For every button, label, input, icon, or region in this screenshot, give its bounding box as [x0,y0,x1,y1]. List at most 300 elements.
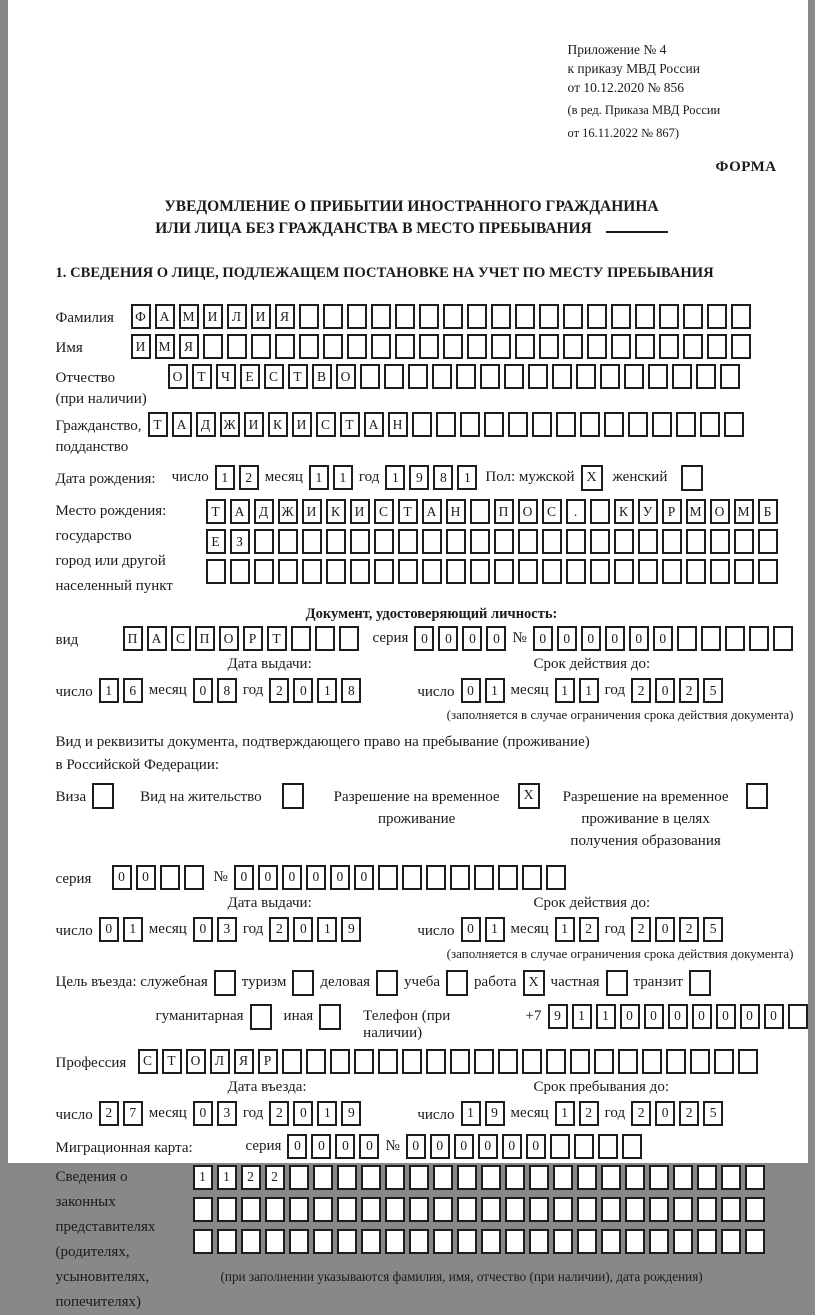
char-cell[interactable] [577,1229,597,1254]
char-cell[interactable] [577,1165,597,1190]
char-cell[interactable] [532,412,552,437]
char-cell[interactable]: 9 [485,1101,505,1126]
char-cell[interactable] [378,865,398,890]
char-cell[interactable] [635,304,655,329]
char-cell[interactable]: 2 [241,1165,261,1190]
char-cell[interactable] [433,1229,453,1254]
char-cell[interactable] [241,1229,261,1254]
char-cell[interactable] [566,559,586,584]
char-cell[interactable] [330,1049,350,1074]
char-cell[interactable] [384,364,404,389]
char-cell[interactable]: З [230,529,250,554]
checkbox-private[interactable] [606,970,628,996]
char-cell[interactable] [350,529,370,554]
char-cell[interactable] [193,1197,213,1222]
char-cell[interactable] [395,304,415,329]
title-blank-line[interactable] [606,219,668,233]
char-cell[interactable]: 0 [740,1004,760,1029]
char-cell[interactable] [649,1165,669,1190]
char-cell[interactable] [337,1229,357,1254]
char-cell[interactable]: 0 [454,1134,474,1159]
char-cell[interactable]: Т [162,1049,182,1074]
char-cell[interactable] [494,559,514,584]
char-cell[interactable] [601,1229,621,1254]
char-cell[interactable]: 1 [485,678,505,703]
char-cell[interactable] [625,1197,645,1222]
char-cell[interactable] [725,626,745,651]
char-cell[interactable]: Р [662,499,682,524]
char-cell[interactable] [745,1229,765,1254]
char-cell[interactable]: 1 [217,1165,237,1190]
char-cell[interactable] [481,1165,501,1190]
char-cell[interactable]: 0 [655,917,675,942]
char-cell[interactable] [374,559,394,584]
char-cell[interactable] [422,559,442,584]
char-cell[interactable] [542,559,562,584]
char-cell[interactable]: А [364,412,384,437]
char-cell[interactable] [470,559,490,584]
char-cell[interactable]: 2 [265,1165,285,1190]
char-cell[interactable]: 6 [123,678,143,703]
char-cell[interactable]: И [292,412,312,437]
char-cell[interactable]: 2 [631,678,651,703]
char-cell[interactable]: 0 [668,1004,688,1029]
char-cell[interactable] [505,1165,525,1190]
char-cell[interactable] [686,529,706,554]
char-cell[interactable] [193,1229,213,1254]
char-cell[interactable]: 3 [217,917,237,942]
char-cell[interactable] [624,364,644,389]
char-cell[interactable] [275,334,295,359]
char-cell[interactable] [398,559,418,584]
char-cell[interactable] [546,1049,566,1074]
char-cell[interactable] [515,334,535,359]
char-cell[interactable] [339,626,359,651]
char-cell[interactable] [600,364,620,389]
char-cell[interactable]: 0 [557,626,577,651]
char-cell[interactable] [673,1197,693,1222]
char-cell[interactable]: Я [179,334,199,359]
char-cell[interactable]: Т [192,364,212,389]
char-cell[interactable]: 0 [193,917,213,942]
char-cell[interactable] [625,1229,645,1254]
char-cell[interactable] [659,304,679,329]
char-cell[interactable] [672,364,692,389]
char-cell[interactable] [529,1229,549,1254]
char-cell[interactable] [291,626,311,651]
char-cell[interactable] [443,304,463,329]
checkbox-official[interactable] [214,970,236,996]
char-cell[interactable]: 2 [679,1101,699,1126]
char-cell[interactable]: 5 [703,917,723,942]
char-cell[interactable] [326,559,346,584]
char-cell[interactable]: И [244,412,264,437]
char-cell[interactable]: 1 [457,465,477,490]
checkbox-visa[interactable] [92,783,114,809]
char-cell[interactable] [686,559,706,584]
char-cell[interactable]: Т [340,412,360,437]
char-cell[interactable]: 0 [112,865,132,890]
char-cell[interactable] [594,1049,614,1074]
char-cell[interactable]: 8 [433,465,453,490]
char-cell[interactable] [354,1049,374,1074]
char-cell[interactable] [570,1049,590,1074]
char-cell[interactable] [666,1049,686,1074]
char-cell[interactable]: 2 [631,917,651,942]
char-cell[interactable]: М [734,499,754,524]
char-cell[interactable] [550,1134,570,1159]
char-cell[interactable] [758,559,778,584]
char-cell[interactable] [580,412,600,437]
char-cell[interactable] [481,1197,501,1222]
char-cell[interactable] [539,304,559,329]
char-cell[interactable] [374,529,394,554]
char-cell[interactable] [622,1134,642,1159]
char-cell[interactable] [721,1165,741,1190]
char-cell[interactable] [337,1165,357,1190]
char-cell[interactable] [515,304,535,329]
char-cell[interactable] [460,412,480,437]
char-cell[interactable] [450,865,470,890]
char-cell[interactable] [408,364,428,389]
char-cell[interactable] [601,1165,621,1190]
char-cell[interactable] [480,364,500,389]
char-cell[interactable]: 0 [406,1134,426,1159]
char-cell[interactable] [385,1165,405,1190]
char-cell[interactable]: Д [254,499,274,524]
char-cell[interactable] [683,334,703,359]
char-cell[interactable] [432,364,452,389]
char-cell[interactable]: 2 [631,1101,651,1126]
checkbox-residence-permit[interactable] [282,783,304,809]
char-cell[interactable] [505,1229,525,1254]
char-cell[interactable] [734,529,754,554]
char-cell[interactable]: П [195,626,215,651]
char-cell[interactable] [518,529,538,554]
char-cell[interactable] [697,1229,717,1254]
char-cell[interactable] [788,1004,808,1029]
char-cell[interactable] [522,865,542,890]
char-cell[interactable] [576,364,596,389]
char-cell[interactable]: 0 [293,678,313,703]
char-cell[interactable] [745,1197,765,1222]
char-cell[interactable] [773,626,793,651]
char-cell[interactable] [470,499,490,524]
char-cell[interactable] [700,412,720,437]
char-cell[interactable]: С [374,499,394,524]
char-cell[interactable] [217,1197,237,1222]
char-cell[interactable]: 1 [485,917,505,942]
char-cell[interactable] [474,1049,494,1074]
char-cell[interactable]: 5 [703,1101,723,1126]
char-cell[interactable] [552,364,572,389]
char-cell[interactable]: 2 [579,1101,599,1126]
char-cell[interactable] [203,334,223,359]
char-cell[interactable]: М [686,499,706,524]
char-cell[interactable] [299,334,319,359]
char-cell[interactable]: 1 [317,1101,337,1126]
char-cell[interactable] [184,865,204,890]
char-cell[interactable] [385,1229,405,1254]
char-cell[interactable] [230,559,250,584]
char-cell[interactable]: С [171,626,191,651]
char-cell[interactable] [518,559,538,584]
char-cell[interactable] [498,865,518,890]
char-cell[interactable] [611,304,631,329]
char-cell[interactable] [251,334,271,359]
char-cell[interactable] [484,412,504,437]
char-cell[interactable] [638,559,658,584]
char-cell[interactable]: 0 [653,626,673,651]
char-cell[interactable] [491,304,511,329]
checkbox-transit[interactable] [689,970,711,996]
char-cell[interactable] [683,304,703,329]
char-cell[interactable]: 0 [287,1134,307,1159]
char-cell[interactable]: 0 [258,865,278,890]
char-cell[interactable] [553,1197,573,1222]
char-cell[interactable] [745,1165,765,1190]
char-cell[interactable]: 2 [99,1101,119,1126]
char-cell[interactable] [419,304,439,329]
char-cell[interactable] [456,364,476,389]
char-cell[interactable]: А [422,499,442,524]
char-cell[interactable] [313,1165,333,1190]
char-cell[interactable] [587,304,607,329]
char-cell[interactable]: И [302,499,322,524]
char-cell[interactable]: 2 [239,465,259,490]
char-cell[interactable] [690,1049,710,1074]
char-cell[interactable]: 0 [644,1004,664,1029]
char-cell[interactable]: 0 [461,678,481,703]
char-cell[interactable] [649,1229,669,1254]
char-cell[interactable] [481,1229,501,1254]
char-cell[interactable] [350,559,370,584]
char-cell[interactable] [673,1165,693,1190]
char-cell[interactable]: М [179,304,199,329]
char-cell[interactable] [457,1197,477,1222]
char-cell[interactable]: 1 [309,465,329,490]
char-cell[interactable] [361,1165,381,1190]
char-cell[interactable] [323,304,343,329]
char-cell[interactable] [378,1049,398,1074]
char-cell[interactable]: 2 [269,1101,289,1126]
char-cell[interactable] [731,334,751,359]
char-cell[interactable]: 1 [99,678,119,703]
char-cell[interactable] [299,304,319,329]
checkbox-humanitarian[interactable] [250,1004,272,1030]
char-cell[interactable]: 1 [123,917,143,942]
char-cell[interactable]: 9 [341,917,361,942]
char-cell[interactable] [436,412,456,437]
char-cell[interactable] [443,334,463,359]
char-cell[interactable]: 1 [317,678,337,703]
char-cell[interactable]: Я [234,1049,254,1074]
char-cell[interactable] [361,1197,381,1222]
char-cell[interactable] [347,334,367,359]
char-cell[interactable] [446,559,466,584]
char-cell[interactable]: Ч [216,364,236,389]
char-cell[interactable] [426,865,446,890]
checkbox-study[interactable] [446,970,468,996]
char-cell[interactable] [577,1197,597,1222]
char-cell[interactable]: 0 [764,1004,784,1029]
char-cell[interactable]: Б [758,499,778,524]
char-cell[interactable] [467,304,487,329]
char-cell[interactable] [714,1049,734,1074]
char-cell[interactable]: Л [210,1049,230,1074]
char-cell[interactable]: 1 [461,1101,481,1126]
char-cell[interactable] [601,1197,621,1222]
char-cell[interactable] [697,1197,717,1222]
char-cell[interactable] [529,1165,549,1190]
char-cell[interactable]: П [494,499,514,524]
char-cell[interactable] [289,1229,309,1254]
char-cell[interactable] [450,1049,470,1074]
char-cell[interactable] [227,334,247,359]
char-cell[interactable] [587,334,607,359]
char-cell[interactable] [241,1197,261,1222]
checkbox-female[interactable] [681,465,703,491]
char-cell[interactable]: А [147,626,167,651]
char-cell[interactable]: 0 [234,865,254,890]
char-cell[interactable] [402,865,422,890]
char-cell[interactable]: 0 [655,678,675,703]
char-cell[interactable] [553,1165,573,1190]
char-cell[interactable]: 7 [123,1101,143,1126]
char-cell[interactable]: Т [148,412,168,437]
char-cell[interactable] [662,559,682,584]
char-cell[interactable]: Ф [131,304,151,329]
char-cell[interactable]: 0 [478,1134,498,1159]
char-cell[interactable] [337,1197,357,1222]
char-cell[interactable]: Ж [278,499,298,524]
char-cell[interactable] [614,559,634,584]
checkbox-tourism[interactable] [292,970,314,996]
char-cell[interactable]: 0 [293,1101,313,1126]
checkbox-business[interactable] [376,970,398,996]
char-cell[interactable] [710,559,730,584]
char-cell[interactable]: 0 [526,1134,546,1159]
char-cell[interactable] [467,334,487,359]
char-cell[interactable] [574,1134,594,1159]
char-cell[interactable]: О [518,499,538,524]
char-cell[interactable]: 2 [579,917,599,942]
char-cell[interactable] [504,364,524,389]
char-cell[interactable]: 0 [354,865,374,890]
char-cell[interactable]: 1 [333,465,353,490]
char-cell[interactable]: К [326,499,346,524]
char-cell[interactable]: Е [206,529,226,554]
char-cell[interactable]: 2 [679,917,699,942]
char-cell[interactable] [422,529,442,554]
char-cell[interactable] [433,1197,453,1222]
char-cell[interactable]: 0 [193,1101,213,1126]
char-cell[interactable]: М [155,334,175,359]
char-cell[interactable] [361,1229,381,1254]
char-cell[interactable] [265,1229,285,1254]
char-cell[interactable]: 0 [438,626,458,651]
char-cell[interactable]: 2 [269,678,289,703]
char-cell[interactable] [491,334,511,359]
char-cell[interactable]: 8 [217,678,237,703]
char-cell[interactable]: 0 [330,865,350,890]
char-cell[interactable] [265,1197,285,1222]
char-cell[interactable] [604,412,624,437]
checkbox-rvp[interactable]: X [518,783,540,809]
char-cell[interactable] [625,1165,645,1190]
char-cell[interactable]: О [186,1049,206,1074]
char-cell[interactable] [652,412,672,437]
char-cell[interactable] [724,412,744,437]
char-cell[interactable]: 1 [596,1004,616,1029]
char-cell[interactable] [696,364,716,389]
char-cell[interactable]: 2 [269,917,289,942]
char-cell[interactable] [618,1049,638,1074]
char-cell[interactable] [731,304,751,329]
char-cell[interactable]: Д [196,412,216,437]
char-cell[interactable] [638,529,658,554]
char-cell[interactable] [278,529,298,554]
char-cell[interactable] [697,1165,717,1190]
char-cell[interactable] [635,334,655,359]
char-cell[interactable]: 0 [414,626,434,651]
char-cell[interactable] [371,334,391,359]
char-cell[interactable] [556,412,576,437]
char-cell[interactable] [648,364,668,389]
char-cell[interactable] [412,412,432,437]
char-cell[interactable] [282,1049,302,1074]
char-cell[interactable] [160,865,180,890]
char-cell[interactable] [289,1165,309,1190]
char-cell[interactable] [676,412,696,437]
char-cell[interactable]: С [264,364,284,389]
char-cell[interactable] [677,626,697,651]
checkbox-male[interactable]: X [581,465,603,491]
char-cell[interactable] [642,1049,662,1074]
char-cell[interactable]: 0 [486,626,506,651]
checkbox-work[interactable]: X [523,970,545,996]
char-cell[interactable]: К [268,412,288,437]
char-cell[interactable] [758,529,778,554]
checkbox-other[interactable] [319,1004,341,1030]
char-cell[interactable] [707,334,727,359]
char-cell[interactable]: 1 [215,465,235,490]
char-cell[interactable]: Е [240,364,260,389]
char-cell[interactable] [553,1229,573,1254]
char-cell[interactable]: 1 [555,678,575,703]
char-cell[interactable] [659,334,679,359]
char-cell[interactable] [721,1197,741,1222]
char-cell[interactable]: Н [388,412,408,437]
char-cell[interactable]: 0 [692,1004,712,1029]
char-cell[interactable]: 2 [679,678,699,703]
char-cell[interactable]: В [312,364,332,389]
char-cell[interactable]: И [350,499,370,524]
char-cell[interactable]: 0 [581,626,601,651]
char-cell[interactable]: И [131,334,151,359]
char-cell[interactable]: 0 [461,917,481,942]
char-cell[interactable] [446,529,466,554]
char-cell[interactable]: 0 [533,626,553,651]
char-cell[interactable]: 0 [359,1134,379,1159]
char-cell[interactable] [313,1229,333,1254]
char-cell[interactable]: А [155,304,175,329]
char-cell[interactable]: 0 [502,1134,522,1159]
char-cell[interactable]: 1 [193,1165,213,1190]
char-cell[interactable]: 0 [605,626,625,651]
char-cell[interactable]: 0 [620,1004,640,1029]
char-cell[interactable] [662,529,682,554]
